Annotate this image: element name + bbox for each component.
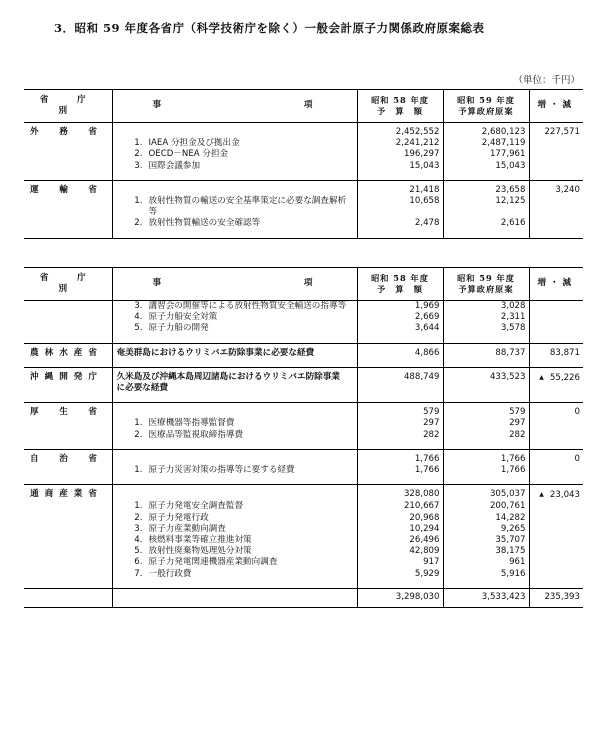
item-number: 3. (134, 160, 143, 171)
item-number: 1. (134, 138, 143, 149)
spacer-cell (529, 580, 583, 589)
diff-cell (529, 343, 583, 359)
spacer-cell (24, 230, 112, 239)
ministry-name: 沖縄開発庁 (24, 367, 112, 394)
item-text: 放射性物質の輸送の安全基準策定に必要な調査解析等 (148, 196, 347, 218)
diff-cell (529, 465, 583, 476)
fy58-cell: 26,496 (357, 535, 443, 546)
spacer-cell (112, 580, 357, 589)
diff-cell (529, 196, 583, 218)
fy59-cell: 297 (443, 418, 529, 429)
total-item-empty (112, 588, 357, 607)
spacer-cell (24, 476, 112, 485)
ministry-cell-empty (24, 557, 112, 568)
item-cell (112, 430, 357, 441)
spacer-cell (443, 476, 529, 485)
fy58-cell: 2,241,212 (357, 138, 443, 149)
fy58-cell: 2,452,552 (357, 123, 443, 139)
ministry-cell-empty (24, 569, 112, 580)
item-row (24, 546, 583, 557)
diff-value: 83,871 (549, 347, 580, 358)
item-cell (112, 449, 357, 465)
item-text: 放射性廃棄物処理処分対策 (148, 546, 252, 557)
spacer-cell (443, 230, 529, 239)
spacer-row (24, 359, 583, 368)
ministry-cell-empty (24, 138, 112, 149)
item-number: 5. (134, 546, 143, 557)
fy59-cell: 579 (443, 403, 529, 419)
header-fy58-line2: 予 算 額 (377, 106, 423, 116)
item-number: 1. (134, 465, 143, 476)
diff-value: 3,240 (555, 184, 580, 195)
spacer-cell (529, 359, 583, 368)
budget-table-part1 (24, 89, 583, 239)
spacer-row (24, 580, 583, 589)
negative-mark: ▲ (539, 373, 544, 381)
item-row (24, 524, 583, 535)
diff-value: 23,043 (549, 490, 580, 501)
ministry-cell-empty (24, 196, 112, 218)
header-diff: 増・減 (529, 268, 583, 301)
diff-cell (529, 418, 583, 429)
spacer-cell (357, 394, 443, 403)
item-text: 核燃料事業等確立推進対策 (148, 535, 252, 546)
fy58-cell: 10,294 (357, 524, 443, 535)
item-cell (112, 312, 357, 323)
fy58-cell: 1,766 (357, 465, 443, 476)
fy59-cell: 2,616 (443, 218, 529, 229)
item-row (24, 465, 583, 476)
spacer-cell (357, 335, 443, 344)
ministry-name: 農林水産省 (24, 343, 112, 359)
spacer-cell (24, 394, 112, 403)
item-row (24, 196, 583, 218)
header-item (112, 90, 357, 123)
item-number: 4. (134, 535, 143, 546)
ministry-name: 運 輸 省 (24, 180, 112, 196)
fy58-cell: 20,968 (357, 513, 443, 524)
fy59-cell: 433,523 (443, 367, 529, 394)
fy59-cell: 5,916 (443, 569, 529, 580)
table-header-row (24, 90, 583, 123)
item-cell (112, 524, 357, 535)
diff-cell (529, 524, 583, 535)
unit-label: （単位：千円） (513, 75, 580, 86)
spacer-row (24, 394, 583, 403)
item-number: 6. (134, 557, 143, 568)
item-text: 原子力発電関連機器産業動向調査 (148, 557, 278, 568)
fy58-cell: 21,418 (357, 180, 443, 196)
item-cell (112, 485, 357, 502)
item-text: 原子力船安全対策 (148, 312, 218, 323)
diff-cell (529, 123, 583, 139)
ministry-cell-empty (24, 312, 112, 323)
ministry-cell-empty (24, 546, 112, 557)
total-diff: 235,393 (529, 588, 583, 607)
spacer-cell (112, 335, 357, 344)
item-cell (112, 367, 357, 394)
diff-cell (529, 485, 583, 502)
item-number: 1. (134, 418, 143, 429)
fy58-cell: 196,297 (357, 149, 443, 160)
fy59-cell: 200,761 (443, 501, 529, 512)
item-cell (112, 557, 357, 568)
fy58-cell: 917 (357, 557, 443, 568)
spacer-row (24, 230, 583, 239)
ministry-row (24, 449, 583, 465)
fy58-cell: 10,658 (357, 196, 443, 218)
diff-cell (529, 180, 583, 196)
header-fy58 (357, 90, 443, 123)
ministry-cell-empty (24, 465, 112, 476)
spacer-cell (443, 394, 529, 403)
item-row (24, 301, 583, 313)
fy58-cell: 5,929 (357, 569, 443, 580)
spacer-cell (24, 441, 112, 450)
fy59-cell: 2,680,123 (443, 123, 529, 139)
item-number: 2. (134, 218, 143, 229)
item-cell (112, 465, 357, 476)
item-cell (112, 535, 357, 546)
fy59-cell: 1,766 (443, 465, 529, 476)
spacer-cell (529, 230, 583, 239)
item-cell (112, 418, 357, 429)
item-row (24, 312, 583, 323)
item-row (24, 149, 583, 160)
header-item-left: 事 (152, 100, 162, 111)
diff-cell (529, 218, 583, 229)
spacer-cell (357, 476, 443, 485)
header-fy59 (443, 268, 529, 301)
spacer-cell (24, 172, 112, 181)
item-number: 5. (134, 323, 143, 334)
item-row (24, 218, 583, 229)
header-item-right: 項 (303, 100, 313, 111)
item-text: 原子力産業動向調査 (148, 523, 226, 534)
fy59-cell: 14,282 (443, 513, 529, 524)
fy58-cell: 2,478 (357, 218, 443, 229)
fy59-cell: 3,028 (443, 301, 529, 313)
fy59-cell: 3,578 (443, 323, 529, 334)
diff-cell (529, 149, 583, 160)
ministry-cell-empty (24, 218, 112, 229)
fy58-cell: 328,080 (357, 485, 443, 502)
item-row (24, 535, 583, 546)
fy59-cell: 15,043 (443, 161, 529, 172)
spacer-cell (357, 230, 443, 239)
ministry-row (24, 403, 583, 419)
ministry-name: 厚 生 省 (24, 403, 112, 419)
header-ministry: 省 庁 別 (24, 268, 112, 301)
item-number: 3. (134, 301, 143, 311)
item-number: 2. (134, 429, 143, 440)
ministry-cell-empty (24, 149, 112, 160)
spacer-cell (443, 172, 529, 181)
header-fy59-line2: 予算政府原案 (458, 106, 514, 116)
item-number: 3. (134, 523, 143, 534)
fy59-cell: 1,766 (443, 449, 529, 465)
diff-cell (529, 323, 583, 334)
spacer-cell (357, 441, 443, 450)
spacer-cell (24, 359, 112, 368)
fy59-cell: 88,737 (443, 343, 529, 359)
fy58-cell: 297 (357, 418, 443, 429)
fy59-cell: 305,037 (443, 485, 529, 502)
header-fy58-line1: 昭和 58 年度 (371, 273, 429, 283)
total-label-empty (24, 588, 112, 607)
diff-value: 55,226 (549, 372, 580, 383)
diff-cell (529, 403, 583, 419)
item-text: 奄美群島におけるウリミバエ防除事業に必要な経費 (116, 347, 315, 358)
ministry-cell-empty (24, 301, 112, 313)
item-text: 医療品等監視取締指導費 (148, 429, 244, 440)
fy59-cell: 2,487,119 (443, 138, 529, 149)
diff-value: 0 (574, 453, 580, 464)
spacer-cell (112, 441, 357, 450)
item-text: 講習会の開催等による放射性物質安全輸送の指導等 (148, 301, 347, 311)
ministry-row (24, 485, 583, 502)
item-row (24, 138, 583, 149)
item-cell (112, 323, 357, 334)
ministry-row (24, 343, 583, 359)
item-cell (112, 161, 357, 172)
item-text: 原子力船の開発 (148, 323, 209, 334)
item-row (24, 557, 583, 568)
item-cell (112, 180, 357, 196)
item-cell (112, 123, 357, 139)
spacer-cell (112, 394, 357, 403)
spacer-cell (443, 335, 529, 344)
ministry-row (24, 123, 583, 139)
fy58-cell: 1,969 (357, 301, 443, 313)
item-text: OECD－NEA 分担金 (148, 149, 229, 160)
item-cell (112, 403, 357, 419)
item-text: 医療機器等指導監督費 (148, 418, 235, 429)
fy58-cell: 488,749 (357, 367, 443, 394)
fy59-cell: 9,265 (443, 524, 529, 535)
diff-cell (529, 557, 583, 568)
ministry-cell-empty (24, 161, 112, 172)
total-fy59: 3,533,423 (443, 588, 529, 607)
table-header-row (24, 268, 583, 301)
item-number: 4. (134, 312, 143, 323)
diff-value: 0 (574, 407, 580, 418)
item-row (24, 513, 583, 524)
item-cell (112, 301, 357, 313)
spacer-cell (529, 476, 583, 485)
item-text: 一般行政費 (148, 568, 192, 579)
spacer-cell (112, 172, 357, 181)
total-row (24, 588, 583, 607)
item-text: 放射性物質輸送の安全確認等 (148, 218, 261, 229)
diff-cell (529, 430, 583, 441)
item-cell (112, 196, 357, 218)
spacer-cell (357, 359, 443, 368)
item-cell (112, 513, 357, 524)
spacer-cell (24, 580, 112, 589)
header-item (112, 268, 357, 301)
diff-cell (529, 449, 583, 465)
fy58-cell: 282 (357, 430, 443, 441)
spacer-cell (112, 476, 357, 485)
ministry-cell-empty (24, 513, 112, 524)
header-fy59 (443, 90, 529, 123)
item-cell (112, 218, 357, 229)
spacer-cell (443, 580, 529, 589)
item-cell (112, 501, 357, 512)
ministry-cell-empty (24, 323, 112, 334)
header-item-right: 項 (303, 278, 313, 289)
item-cell (112, 343, 357, 359)
fy59-cell: 2,311 (443, 312, 529, 323)
diff-cell (529, 535, 583, 546)
ministry-name: 自 治 省 (24, 449, 112, 465)
page-title: 3．昭和 59 年度各省庁（科学技術庁を除く）一般会計原子力関係政府原案総表 (54, 21, 485, 35)
item-cell (112, 569, 357, 580)
diff-cell (529, 513, 583, 524)
item-number: 1. (134, 196, 143, 207)
ministry-name: 通商産業省 (24, 485, 112, 502)
fy58-cell: 210,667 (357, 501, 443, 512)
header-fy59-line1: 昭和 59 年度 (457, 95, 515, 105)
fy58-cell: 15,043 (357, 161, 443, 172)
item-text: 原子力発電行政 (148, 512, 209, 523)
item-row (24, 430, 583, 441)
spacer-cell (443, 359, 529, 368)
diff-cell (529, 569, 583, 580)
ministry-name: 外 務 省 (24, 123, 112, 139)
spacer-cell (529, 394, 583, 403)
item-cell (112, 149, 357, 160)
item-text: 久米島及び沖縄本島周辺諸島におけるウリミバエ防除事業に必要な経費 (116, 371, 340, 394)
header-fy58-line2: 予 算 額 (377, 284, 423, 294)
negative-mark: ▲ (539, 491, 544, 499)
fy59-cell: 23,658 (443, 180, 529, 196)
header-fy59-line1: 昭和 59 年度 (457, 273, 515, 283)
ministry-cell-empty (24, 501, 112, 512)
item-text: IAEA 分担金及び拠出金 (148, 138, 240, 149)
spacer-row (24, 335, 583, 344)
fy58-cell: 4,866 (357, 343, 443, 359)
ministry-cell-empty (24, 430, 112, 441)
ministry-cell-empty (24, 524, 112, 535)
item-text: 国際会議参加 (148, 160, 201, 171)
diff-cell (529, 367, 583, 394)
ministry-cell-empty (24, 535, 112, 546)
diff-cell (529, 501, 583, 512)
item-number: 1. (134, 501, 143, 512)
header-ministry: 省 庁 別 (24, 90, 112, 123)
fy59-cell: 177,961 (443, 149, 529, 160)
item-cell (112, 546, 357, 557)
fy59-cell: 35,707 (443, 535, 529, 546)
item-row (24, 418, 583, 429)
fy58-cell: 1,766 (357, 449, 443, 465)
fy59-cell: 961 (443, 557, 529, 568)
fy59-cell: 38,175 (443, 546, 529, 557)
item-text: 原子力発電安全調査監督 (148, 501, 244, 512)
item-row (24, 161, 583, 172)
diff-cell (529, 161, 583, 172)
diff-cell (529, 301, 583, 313)
spacer-cell (112, 230, 357, 239)
spacer-cell (357, 172, 443, 181)
spacer-cell (24, 335, 112, 344)
diff-value: 227,571 (544, 127, 580, 137)
item-number: 2. (134, 512, 143, 523)
spacer-cell (529, 335, 583, 344)
item-row (24, 569, 583, 580)
spacer-cell (529, 441, 583, 450)
fy58-cell: 579 (357, 403, 443, 419)
fy59-cell: 282 (443, 430, 529, 441)
item-number: 2. (134, 149, 143, 160)
spacer-row (24, 172, 583, 181)
ministry-cell-empty (24, 418, 112, 429)
fy58-cell: 42,809 (357, 546, 443, 557)
diff-cell (529, 312, 583, 323)
budget-table-part2 (24, 267, 583, 608)
header-fy58-line1: 昭和 58 年度 (371, 95, 429, 105)
fy58-cell: 2,669 (357, 312, 443, 323)
item-cell (112, 138, 357, 149)
spacer-cell (529, 172, 583, 181)
header-item-left: 事 (152, 278, 162, 289)
spacer-cell (357, 580, 443, 589)
ministry-row (24, 367, 583, 394)
header-diff: 増・減 (529, 90, 583, 123)
header-fy59-line2: 予算政府原案 (458, 284, 514, 294)
item-row (24, 501, 583, 512)
spacer-cell (112, 359, 357, 368)
item-row (24, 323, 583, 334)
diff-cell (529, 546, 583, 557)
spacer-row (24, 476, 583, 485)
diff-cell (529, 138, 583, 149)
fy59-cell: 12,125 (443, 196, 529, 218)
item-text: 原子力災害対策の指導等に要する経費 (148, 465, 295, 476)
spacer-cell (443, 441, 529, 450)
header-fy58 (357, 268, 443, 301)
item-number: 7. (134, 568, 143, 579)
fy58-cell: 3,644 (357, 323, 443, 334)
total-fy58: 3,298,030 (357, 588, 443, 607)
ministry-row (24, 180, 583, 196)
spacer-row (24, 441, 583, 450)
